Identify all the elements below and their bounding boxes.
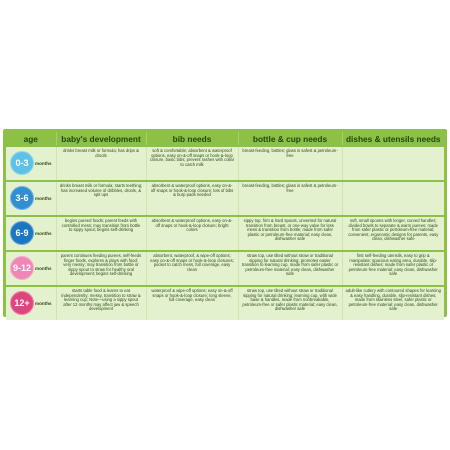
bib-needs-cell: soft & comfortable; absorbent & waterproof options, easy on-&-off snaps or hook-&-loop closure, basic bibs; prevent rashes with collar to catch milk [146, 146, 238, 181]
table-row [6, 286, 444, 320]
table-row [6, 146, 444, 181]
development-cell: begins pureed foods; parent feeds with controlled mess; may transition from bottle to sippy spout; begins self-drinking [56, 216, 146, 251]
header-age: age [6, 132, 56, 146]
bottle-cup-needs-cell: breast-feeding, bottles; glass is safest & petroleum-free [238, 181, 342, 216]
table-row [6, 181, 444, 216]
development-cell: drinks breast milk or formula; has drips & drools [56, 146, 146, 181]
age-unit: months [35, 196, 52, 201]
age-cell [6, 146, 56, 181]
age-cell [6, 251, 56, 286]
feeding-guide-table [6, 132, 444, 320]
age-unit: months [35, 301, 52, 306]
bottle-cup-needs-cell: straw top, use tilted without straw or traditional sipping for natural drinking; learning cup, with wide base & handles, made from nonbreakable, petroleum-free or safer plastic material; easy clean, dishwasher safe [238, 286, 342, 320]
table-row [6, 251, 444, 286]
bib-needs-cell: waterproof & wipe-off options; easy on-&-off snaps or hook-&-loop closure; long sleeve, full coverage, easy clean [146, 286, 238, 320]
age-badge: 0-3 [10, 151, 34, 175]
dishes-utensils-needs-cell [342, 146, 444, 181]
bib-needs-cell: absorbent & waterproof options, easy on-&-off snaps or hook-&-loop closure; bright colors [146, 216, 238, 251]
age-badge: 3-6 [10, 186, 34, 210]
age-unit: months [35, 266, 52, 271]
development-cell: drinks breast milk or formula; starts teething; has increased volume of dribbles, drools, & spit ups [56, 181, 146, 216]
development-cell: parent continues feeding purees, self-feeds finger foods, explores & plays with food; very messy; may transition from bottle or sippy spout to straw for healthy oral development; begins self-drinking [56, 251, 146, 286]
table-row [6, 216, 444, 251]
bib-needs-cell: absorbent & waterproof options, easy on-&-off snaps or hook-&-loop closure; lots of bibs & burp pads needed [146, 181, 238, 216]
header-bottle-cup-needs: bottle & cup needs [238, 132, 342, 146]
feeding-guide-table-frame [3, 129, 447, 317]
age-cell [6, 216, 56, 251]
dishes-utensils-needs-cell: first self-feeding utensils, easy to grip & manipulate; spacious eating area, durable, slip-resistant dishes; made from safer plastic or petroleum-free material; easy clean, dishwasher safe [342, 251, 444, 286]
header-dishes-utensils-needs: dishes & utensils needs [342, 132, 444, 146]
dishes-utensils-needs-cell [342, 181, 444, 216]
age-unit: months [35, 161, 52, 166]
header-development: baby's development [56, 132, 146, 146]
dishes-utensils-needs-cell: adult-like cutlery with contoured shapes for learning & easy handling, durable, slip-resistant dishes; made from stainless steel, safer plastic or petroleum-free material; easy clean, dishwasher safe [342, 286, 444, 320]
age-cell [6, 286, 56, 320]
age-badge: 6-9 [10, 221, 34, 245]
age-cell [6, 181, 56, 216]
age-badge: 9-12 [10, 256, 34, 280]
table-header-row [6, 132, 444, 146]
bottle-cup-needs-cell: sippy top, firm & hard spouts, unvented for natural transition from breast, or one-way valve for less mess & transition from bottle; made from safer plastic or petroleum-free material; easy clean, dishwasher safe [238, 216, 342, 251]
age-badge: 12+ [10, 291, 34, 315]
bib-needs-cell: absorbent, waterproof, & wipe-off options; easy on-&-off snaps or hook-&-loop closures; pocket to catch mess, full coverage, easy clean [146, 251, 238, 286]
age-unit: months [35, 231, 52, 236]
development-cell: starts table food & learns to eat independently; messy, transition to straw & learning cup; Note—using a sippy spout after 12 months may affect jaw & speech development [56, 286, 146, 320]
dishes-utensils-needs-cell: soft, small spoons with longer, curved handles; divided bowls to separate & warm purees; made from safer plastic or petroleum-free material; convenient, ergonomic designs for parents, easy clean, dishwasher safe [342, 216, 444, 251]
bottle-cup-needs-cell: breast-feeding, bottles; glass is safest & petroleum-free [238, 146, 342, 181]
header-bib-needs: bib needs [146, 132, 238, 146]
bottle-cup-needs-cell: straw top, use tilted without straw or traditional sipping for natural drinking; promotes easier transition to learning cup, made from safer plastic or petroleum-free material; easy clean, dishwasher safe [238, 251, 342, 286]
